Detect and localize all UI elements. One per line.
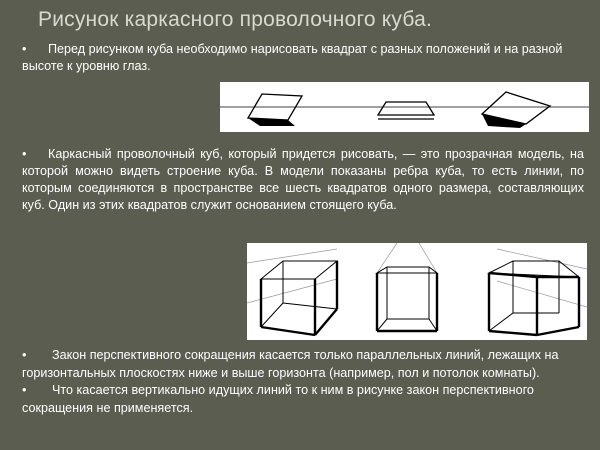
squares-illustration [220,82,589,132]
bullet: • [22,42,27,56]
paragraph-perspective [22,347,590,417]
paragraph-wire-cube [22,146,584,214]
bullet: • [22,147,27,161]
perspective-item-2 [22,382,590,417]
perspective-item-1-text: Закон перспективного сокращения касается только параллельных линий, лежащих на горизонтальных плоскостях ниже и выше горизонта (например, пол и потолок комнаты). [22,348,559,380]
paragraph-squares [22,41,590,75]
cube-center [377,267,437,331]
perspective-item-1 [22,347,590,382]
paragraph-squares-text: Перед рисунком куба необходимо нарисовать квадрат с разных положений и на разной высоте к уровню глаз. [22,42,563,73]
bullet: • [22,383,27,397]
paragraph-wire-cube-text: Каркасный проволочный куб, который придется рисовать, — это прозрачная модель, на которой можно видеть строение куба. В модели показаны ребра куба, то есть линии, по которым соединяются в пространстве все шесть квадратов одного размера, составляющих куб. Один из этих квадратов служит основанием стоящего куба. [22,147,584,212]
slide-title: Рисунок каркасного проволочного куба. [38,8,432,31]
cubes-illustration [247,243,587,340]
bullet: • [22,348,27,362]
cube-right [489,261,579,335]
perspective-item-2-text: Что касается вертикально идущих линий то к ним в рисунке закон перспективного сокращения не применяется. [22,383,534,415]
cube-left [261,261,337,335]
front-square-center [378,102,434,115]
